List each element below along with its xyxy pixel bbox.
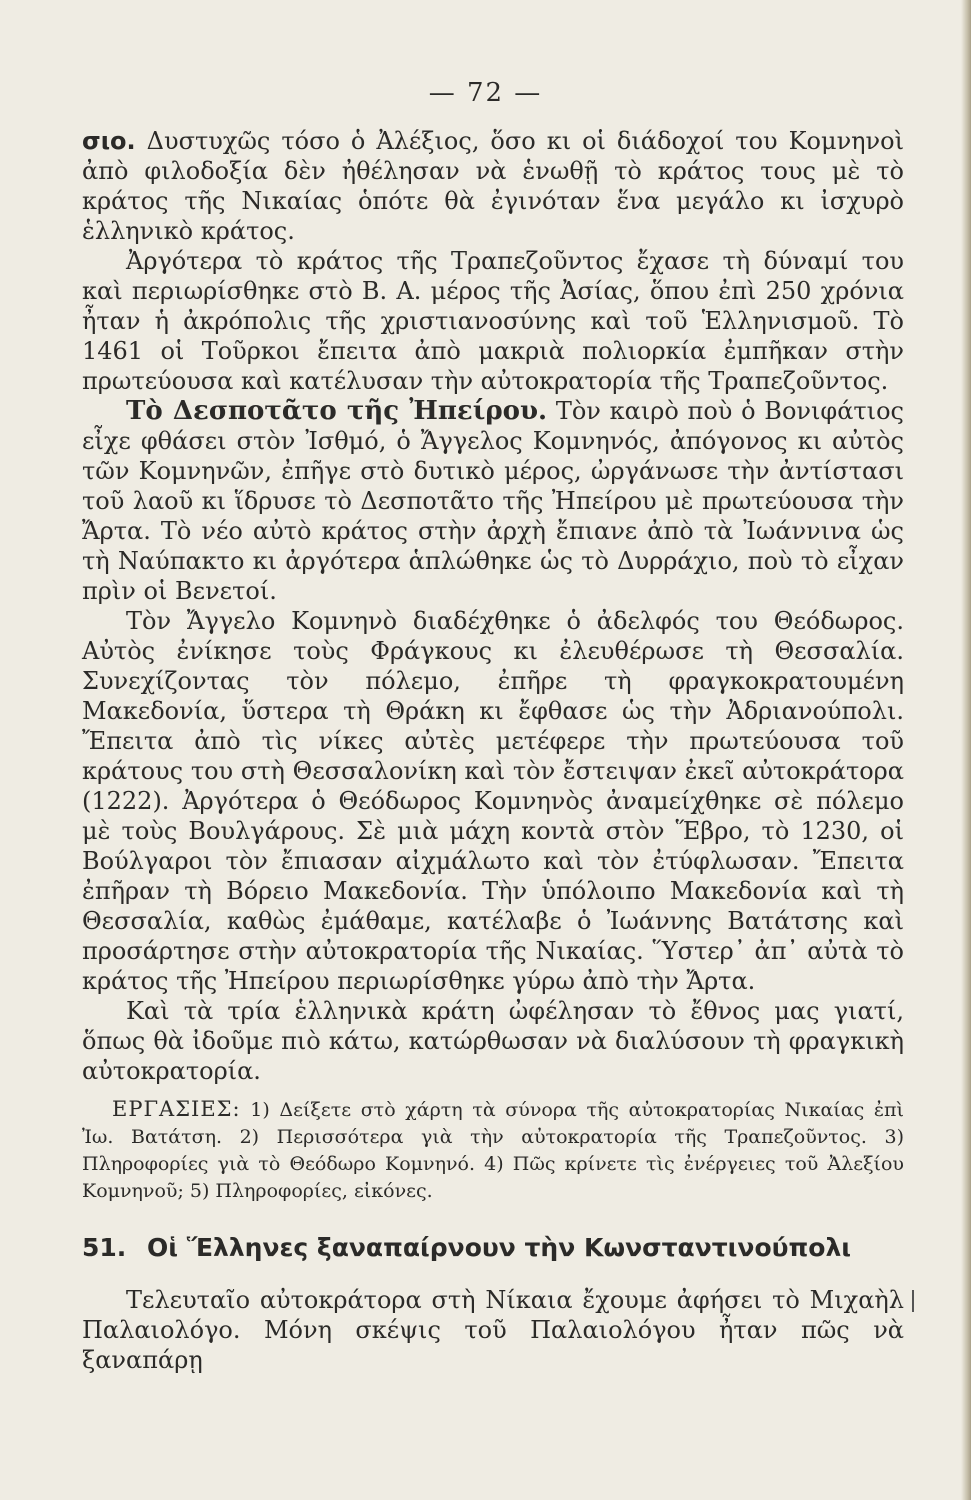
exercises-label: ΕΡΓΑΣΙΕΣ: (112, 1097, 241, 1121)
page-number: — 72 — (428, 78, 543, 108)
paragraph-1 (82, 126, 904, 246)
section-intro-paragraph: Τελευταῖο αὐτοκράτορα στὴ Νίκαια ἔχουμε ἀφήσει τὸ Μιχαὴλ Παλαιολόγο. Μόνη σκέψις τοῦ Παλαιολόγου ἦταν πῶς νὰ ξαναπάρῃ (82, 1286, 904, 1374)
body-text (82, 126, 904, 1375)
paragraph-5: Καὶ τὰ τρία ἑλληνικὰ κράτη ὠφέλησαν τὸ ἔθνος μας γιατί, ὅπως θὰ ἰδοῦμε πιὸ κάτω, κατώρθωσαν νὰ διαλύσουν τὴ φραγκικὴ αὐτοκρατορία. (82, 997, 904, 1085)
exercises-text: 1) Δείξετε στὸ χάρτη τὰ σύνορα τῆς αὐτοκρατορίας Νικαίας ἐπὶ Ἰω. Βατάτση. 2) Περισσότερα γιὰ τὴν αὐτοκρατορία τῆς Τραπεζοῦντος. 3) Πληροφορίες γιὰ τὸ Θεόδωρο Κομνηνό. 4) Πῶς κρίνετε τὶς ἐνέργειες τοῦ Ἀλεξίου Κομνηνοῦ; 5) Πληροφορίες, εἰκόνες. (82, 1099, 904, 1202)
section-number: 51. (82, 1233, 127, 1262)
paragraph-3 (82, 396, 904, 606)
despotate-subheading: Τὸ Δεσποτᾶτο τῆς Ἠπείρου. (126, 396, 548, 426)
paragraph-4: Τὸν Ἄγγελο Κομνηνὸ διαδέχθηκε ὁ ἀδελφός του Θεόδωρος. Αὐτὸς ἐνίκησε τοὺς Φράγκους κι ἐλευθέρωσε τὴ Θεσσαλία. Συνεχίζοντας τὸν πόλεμο, ἐπῆρε τὴ φραγκοκρατουμένη Μακεδονία, ὕστερα τὴ Θράκη κι ἔφθασε ὡς τὴν Ἀδριανούπολι. Ἔπειτα ἀπὸ τὶς νίκες αὐτὲς μετέφερε τὴν πρωτεύουσα τοῦ κράτους του στὴ Θεσσαλονίκη καὶ τὸν ἔστειψαν ἐκεῖ αὐτοκράτορα (1222). Ἀργότερα ὁ Θεόδωρος Κομνηνὸς ἀναμείχθηκε σὲ πόλεμο μὲ τοὺς Βουλγάρους. Σὲ μιὰ μάχη κοντὰ στὸν Ἕβρο, τὸ 1230, οἱ Βούλγαροι τὸν ἔπιασαν αἰχμάλωτο καὶ τὸν ἐτύφλωσαν. Ἔπειτα ἐπῆραν τὴ Βόρειο Μακεδονία. Τὴν ὑπόλοιπο Μακεδονία καὶ τὴ Θεσσαλία, καθὼς ἐμάθαμε, κατέλαβε ὁ Ἰωάννης Βατάτσης καὶ προσάρτησε στὴν αὐτοκρατορία τῆς Νικαίας. Ὕστερ᾽ ἀπ᾽ αὐτὰ τὸ κράτος τῆς Ἠπείρου περιωρίσθηκε γύρω ἀπὸ τὴν Ἄρτα. (82, 607, 904, 995)
paragraph-1-text: Δυστυχῶς τόσο ὁ Ἀλέξιος, ὅσο κι οἱ διάδοχοί του Κομνηνοὶ ἀπὸ φιλοδοξία δὲν ἠθέλησαν νὰ ἑνωθῇ τὸ κράτος τους μὲ τὸ κράτος τῆς Νικαίας ὁπότε θὰ ἐγινόταν ἕνα μεγάλο κι ἰσχυρὸ ἑλληνικὸ κράτος. (82, 127, 904, 245)
section-title: Οἱ Ἕλληνες ξαναπαίρνουν τὴν Κωνσταντινούπολι (147, 1233, 852, 1262)
paragraph-2: Ἀργότερα τὸ κράτος τῆς Τραπεζοῦντος ἔχασε τὴ δύναμί του καὶ περιωρίσθηκε στὸ Β. Α. μέρος τῆς Ἀσίας, ὅπου ἐπὶ 250 χρόνια ἦταν ἡ ἀκρόπολις τῆς χριστιανοσύνης καὶ τοῦ Ἑλληνισμοῦ. Τὸ 1461 οἱ Τοῦρκοι ἔπειτα ἀπὸ μακριὰ πολιορκία ἐμπῆκαν στὴν πρωτεύουσα καὶ κατέλυσαν τὴν αὐτοκρατορία τῆς Τραπεζοῦντος. (82, 247, 904, 395)
exercises-block (82, 1096, 904, 1205)
section-heading (82, 1233, 904, 1263)
margin-mark (912, 1290, 914, 1312)
page-binding-edge (961, 0, 971, 1500)
paragraph-3-text: Τὸν καιρὸ ποὺ ὁ Βονιφάτιος εἶχε φθάσει στὸν Ἰσθμό, ὁ Ἄγγελος Κομνηνός, ἀπόγονος κι αὐτὸς τῶν Κομνηνῶν, ἐπῆγε στὸ δυτικὸ μέρος, ὠργάνωσε τὴν ἀντίστασι τοῦ λαοῦ κι ἵδρυσε τὸ Δεσποτᾶτο τῆς Ἠπείρου μὲ πρωτεύουσα τὴν Ἄρτα. Τὸ νέο αὐτὸ κράτος στὴν ἀρχὴ ἔπιανε ἀπὸ τὰ Ἰωάννινα ὡς τὴ Ναύπακτο κι ἀργότερα ἁπλώθηκε ὡς τὸ Δυρράχιο, ποὺ τὸ εἶχαν πρὶν οἱ Βενετοί. (82, 397, 904, 605)
paragraph-1-continuation-fragment: σιο. (82, 127, 136, 155)
